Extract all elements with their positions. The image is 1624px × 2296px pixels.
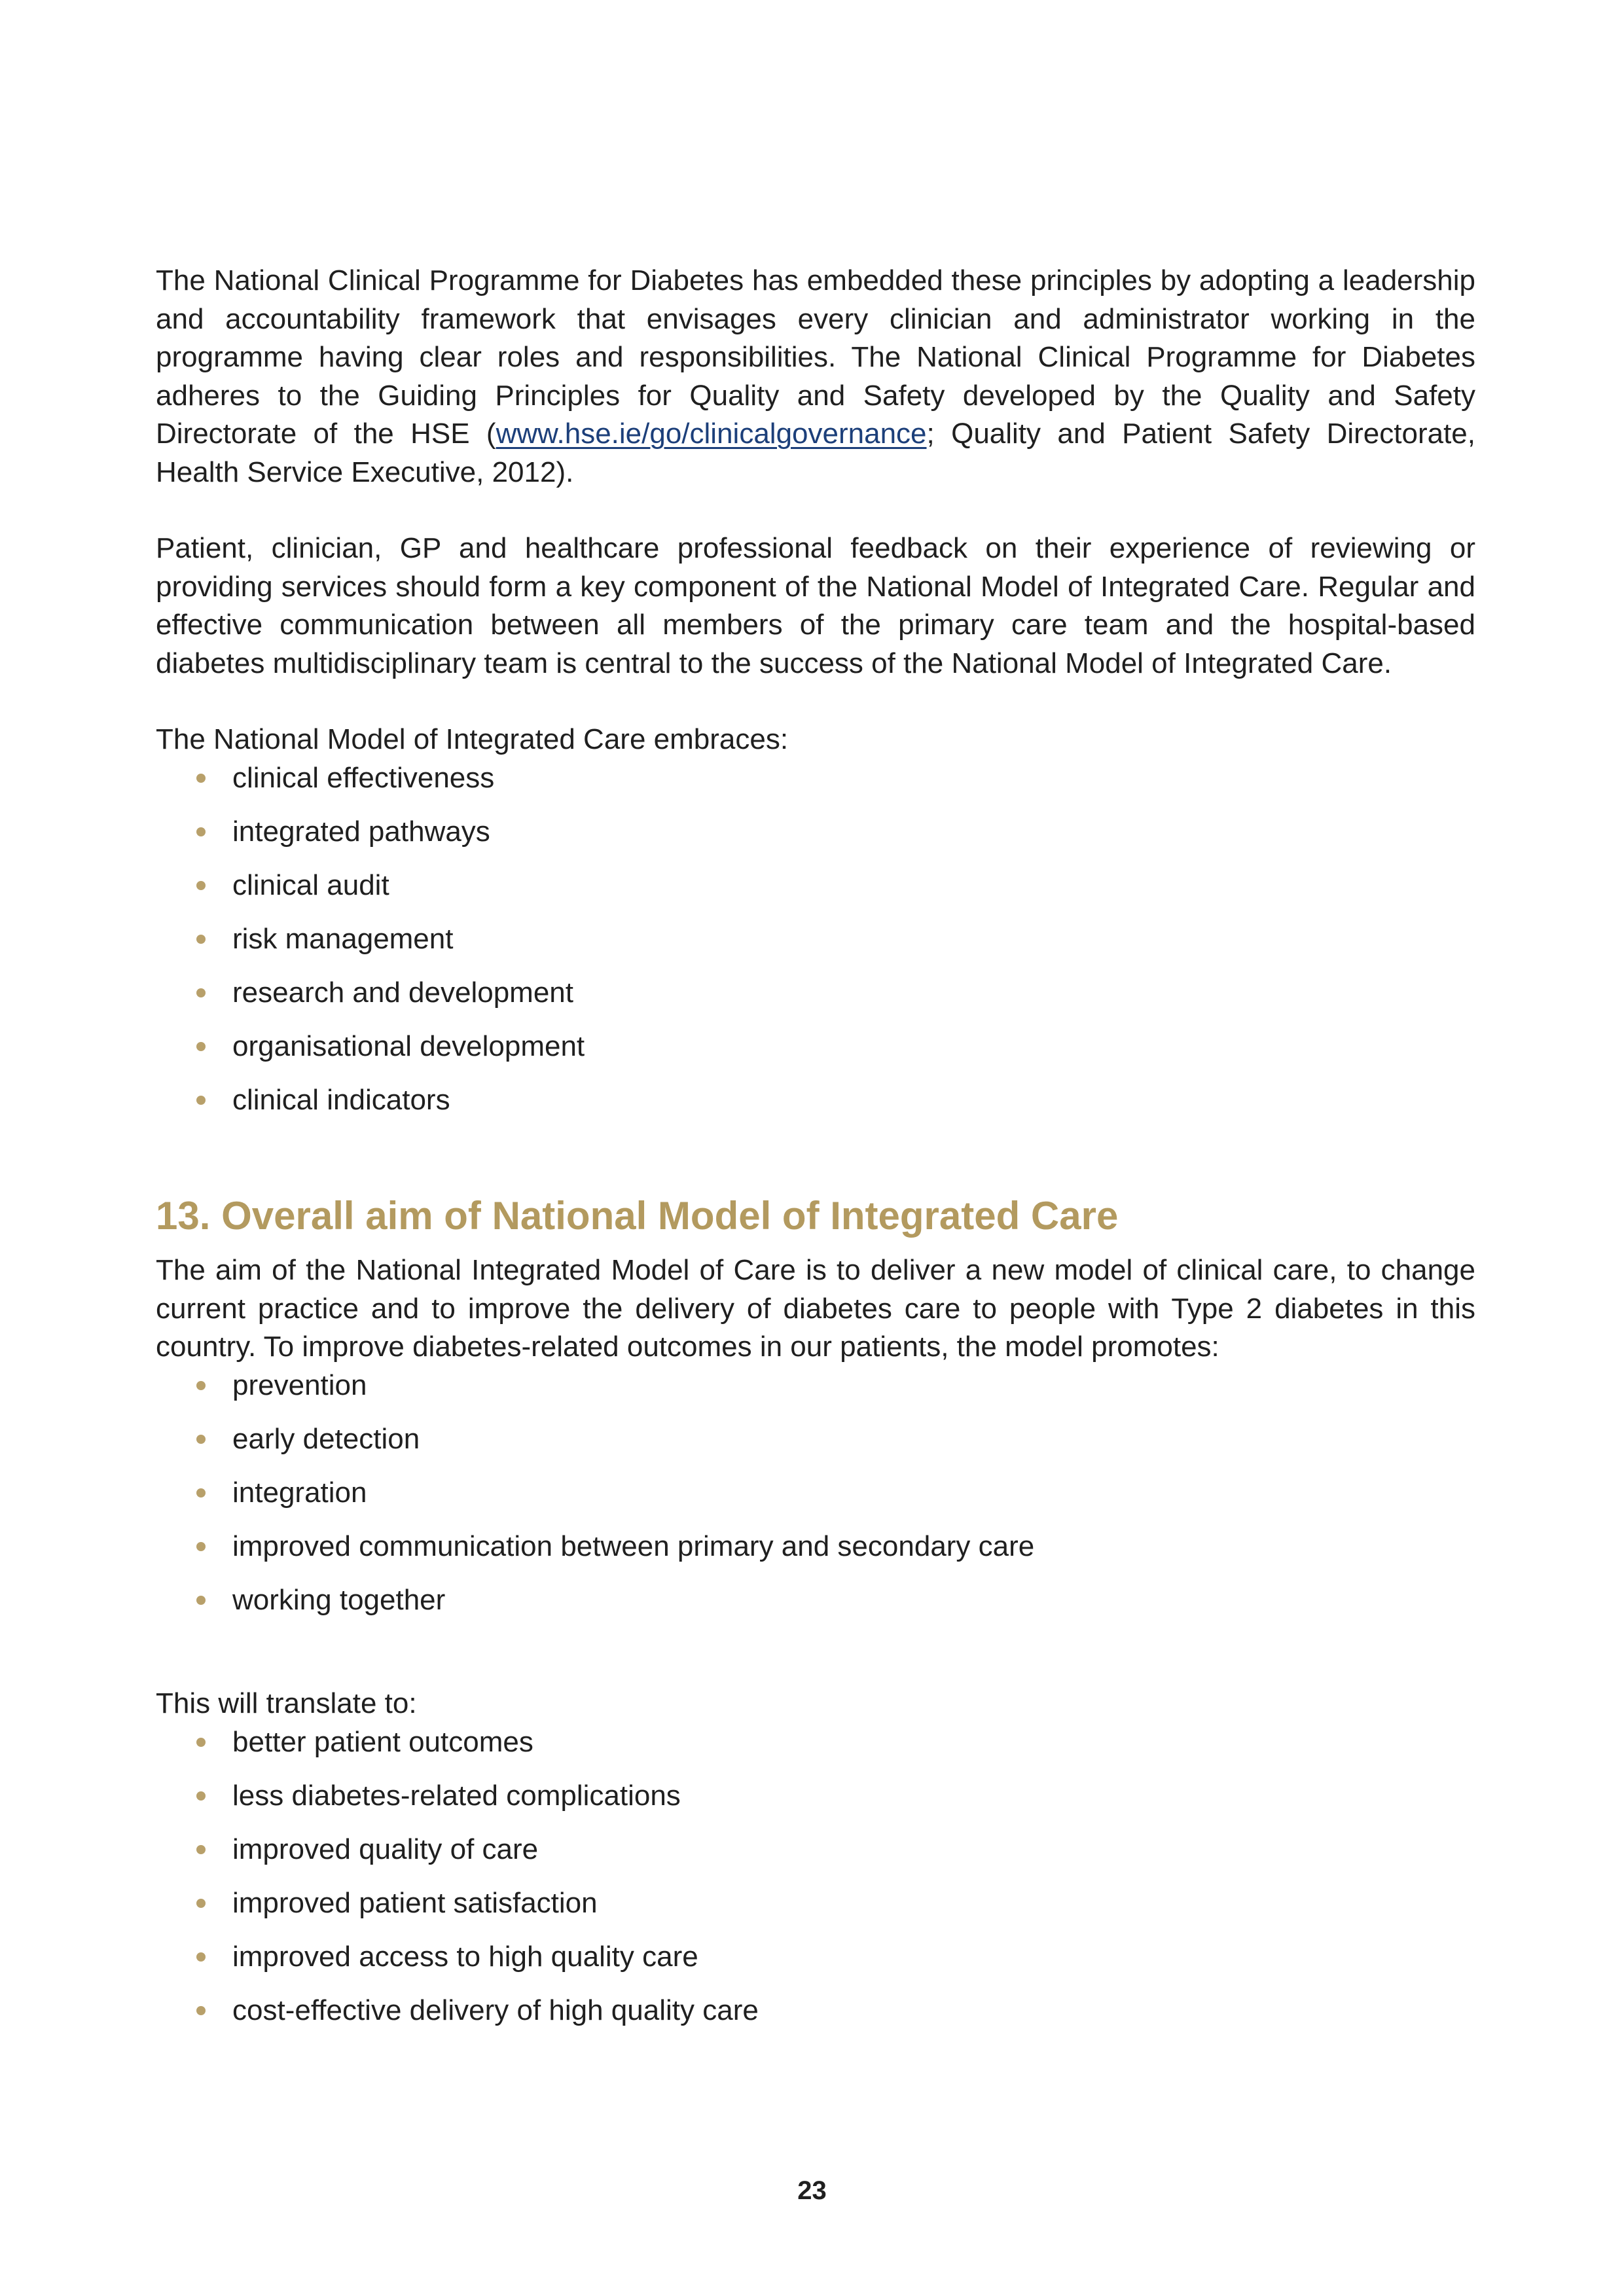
translate-list (156, 1723, 1475, 2030)
list-item-text: integration (232, 1476, 367, 1509)
list-item (156, 974, 1475, 1013)
list-item-text: improved access to high quality care (232, 1940, 698, 1973)
list-item-text: risk management (232, 922, 454, 955)
section-13-heading: 13. Overall aim of National Model of Integrated Care (156, 1194, 1119, 1238)
bullet-icon (196, 1791, 206, 1801)
clinical-governance-link[interactable]: www.hse.ie/go/clinicalgovernance (496, 418, 927, 450)
translate-intro: This will translate to: (156, 1687, 417, 1719)
embraces-list (156, 759, 1475, 1120)
bullet-icon (196, 1042, 206, 1051)
list-item (156, 1938, 1475, 1977)
list-item-text: clinical audit (232, 869, 389, 901)
list-item (156, 813, 1475, 852)
list-item (156, 1992, 1475, 2030)
list-item-text: prevention (232, 1369, 367, 1401)
governance-text-start: The National Clinical Programme for Diabetes has embedded these principles by adopting a leadership and accountability framework that envisages every clinician and administrator working in the programme having clear roles and responsibilities. The National Clinical Programme for Diabetes adheres to the Guiding Principles for Quality and Safety developed by the Quality and Safety Directorate of the HSE ( (156, 264, 1475, 450)
list-item (156, 1081, 1475, 1120)
bullet-icon (196, 1596, 206, 1605)
list-item (156, 920, 1475, 959)
bullet-icon (196, 1381, 206, 1390)
bullet-icon (196, 881, 206, 890)
bullet-icon (196, 1899, 206, 1908)
list-item-text: clinical effectiveness (232, 761, 495, 794)
page-content (156, 262, 1475, 2030)
list-item-text: less diabetes-related complications (232, 1779, 681, 1812)
list-item-text: clinical indicators (232, 1083, 450, 1116)
governance-text-end: ; Quality and Patient Safety Directorate, Health Service Executive, 2012). (156, 418, 1475, 488)
list-item-text: working together (232, 1583, 446, 1616)
bullet-icon (196, 1096, 206, 1105)
list-item (156, 1367, 1475, 1405)
bullet-icon (196, 1738, 206, 1747)
list-item-text: improved communication between primary and secondary care (232, 1530, 1035, 1562)
bullet-icon (196, 1542, 206, 1551)
bullet-icon (196, 1845, 206, 1854)
list-item-text: improved quality of care (232, 1833, 539, 1865)
list-item (156, 1723, 1475, 1762)
list-item (156, 867, 1475, 905)
list-item (156, 1420, 1475, 1459)
list-item (156, 1831, 1475, 1869)
list-item (156, 1884, 1475, 1923)
bullet-icon (196, 827, 206, 836)
list-item (156, 1028, 1475, 1066)
bullet-icon (196, 1488, 206, 1498)
list-item (156, 1474, 1475, 1513)
list-item-text: cost-effective delivery of high quality care (232, 1994, 759, 2026)
governance-paragraph (156, 262, 1475, 492)
page-number: 23 (797, 2176, 827, 2205)
list-item-text: organisational development (232, 1030, 585, 1062)
list-item (156, 1581, 1475, 1620)
overall-aim-paragraph: The aim of the National Integrated Model of Care is to deliver a new model of clinical care, to change current practice and to improve the delivery of diabetes care to people with Type 2 diabetes in this country. To improve diabetes-related outcomes in our patients, the model promotes: (156, 1254, 1475, 1363)
bullet-icon (196, 774, 206, 783)
bullet-icon (196, 1952, 206, 1962)
bullet-icon (196, 1435, 206, 1444)
list-item (156, 1777, 1475, 1816)
feedback-paragraph: Patient, clinician, GP and healthcare professional feedback on their experience of reviewing or providing services should form a key component of the National Model of Integrated Care. Regular and effective communication between all members of the primary care team and the hospital-based diabetes multidisciplinary team is central to the success of the National Model of Integrated Care. (156, 532, 1475, 679)
embraces-intro: The National Model of Integrated Care embraces: (156, 723, 789, 755)
bullet-icon (196, 935, 206, 944)
list-item (156, 1528, 1475, 1566)
list-item-text: integrated pathways (232, 815, 490, 848)
list-item-text: improved patient satisfaction (232, 1886, 598, 1919)
bullet-icon (196, 988, 206, 997)
list-item-text: early detection (232, 1422, 420, 1455)
promotes-list (156, 1367, 1475, 1620)
list-item (156, 759, 1475, 798)
list-item-text: better patient outcomes (232, 1725, 533, 1758)
bullet-icon (196, 2006, 206, 2015)
list-item-text: research and development (232, 976, 573, 1009)
